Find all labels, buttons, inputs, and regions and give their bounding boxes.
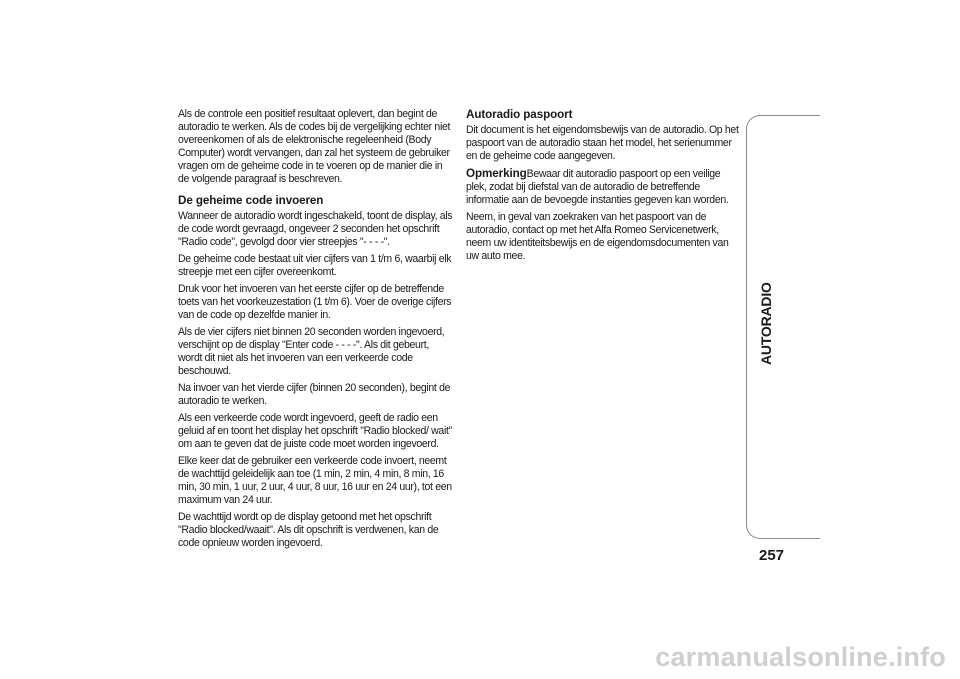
section-heading-radio-passport: Autoradio paspoort	[466, 107, 573, 121]
note-label: Opmerking	[466, 166, 527, 180]
closing-paragraph: Neem, in geval van zoekraken van het paspoort van de autoradio, contact op met het Alfa Romeo Servicenetwerk, neem uw identiteitsbewijs en de eigendomsdocumenten van uw auto mee.	[466, 211, 729, 262]
right-column	[466, 108, 740, 267]
watermark: carmanualsonline.info	[655, 642, 946, 672]
body-paragraph: Als de vier cijfers niet binnen 20 seconden worden ingevoerd, verschijnt op de display "Enter code - - - -". Als dit gebeurt, wordt dit niet als het invoeren van een verkeerde code beschouwd.	[178, 326, 445, 377]
note-paragraph	[466, 167, 740, 207]
body-paragraph: Druk voor het invoeren van het eerste cijfer op de betreffende toets van het voorkeuzestation (1 t/m 6). Voer de overige cijfers van de code op dezelfde manier in.	[178, 283, 452, 321]
body-paragraph: Wanneer de autoradio wordt ingeschakeld, toont de display, als de code wordt gevraagd, ongeveer 2 seconden het opschrift "Radio code", gevolgd door vier streepjes "- - - -".	[178, 210, 453, 248]
section-heading-secret-code: De geheime code invoeren	[178, 193, 324, 207]
body-paragraph: De wachttijd wordt op de display getoond met het opschrift "Radio blocked/waait". Als dit opschrift is verdwenen, kan de code opnieuw worden ingevoerd.	[178, 511, 439, 549]
body-paragraph: Als een verkeerde code wordt ingevoerd, geeft de radio een geluid af en toont het display het opschrift "Radio blocked/ wait" om aan te geven dat de juiste code moet worden ingevoerd.	[178, 412, 452, 450]
body-paragraph: Na invoer van het vierde cijfer (binnen 20 seconden), begint de autoradio te werken.	[178, 382, 451, 407]
intro-paragraph: Als de controle een positief resultaat oplevert, dan begint de autoradio te werken. Als de codes bij de vergelijking echter niet overeenkomen of als de elektronische regeleenheid (Body Computer) wordt vervangen, dan zal het systeem de gebruiker vragen om de geheime code in te voeren op de manier die in de volgende paragraaf is beschreven.	[178, 108, 451, 185]
left-column	[178, 108, 452, 554]
page-number: 257	[759, 547, 785, 564]
body-paragraph: De geheime code bestaat uit vier cijfers van 1 t/m 6, waarbij elk streepje met een cijfer overeenkomt.	[178, 253, 452, 278]
section-tab-label: AUTORADIO	[758, 282, 774, 365]
passport-intro-paragraph: Dit document is het eigendomsbewijs van de autoradio. Op het paspoort van de autoradio staan het model, het serienummer en de geheime code aangegeven.	[466, 124, 739, 162]
body-paragraph: Elke keer dat de gebruiker een verkeerde code invoert, neemt de wachttijd geleidelijk aan toe (1 min, 2 min, 4 min, 8 min, 16 min, 30 min, 1 uur, 2 uur, 4 uur, 8 uur, 16 uur en 24 uur), tot een maximum van 24 uur.	[178, 455, 452, 506]
note-text: Bewaar dit autoradio paspoort op een veilige plek, zodat bij diefstal van de autoradio de betreffende informatie aan de bevoegde instanties gegeven kan worden.	[466, 168, 729, 206]
